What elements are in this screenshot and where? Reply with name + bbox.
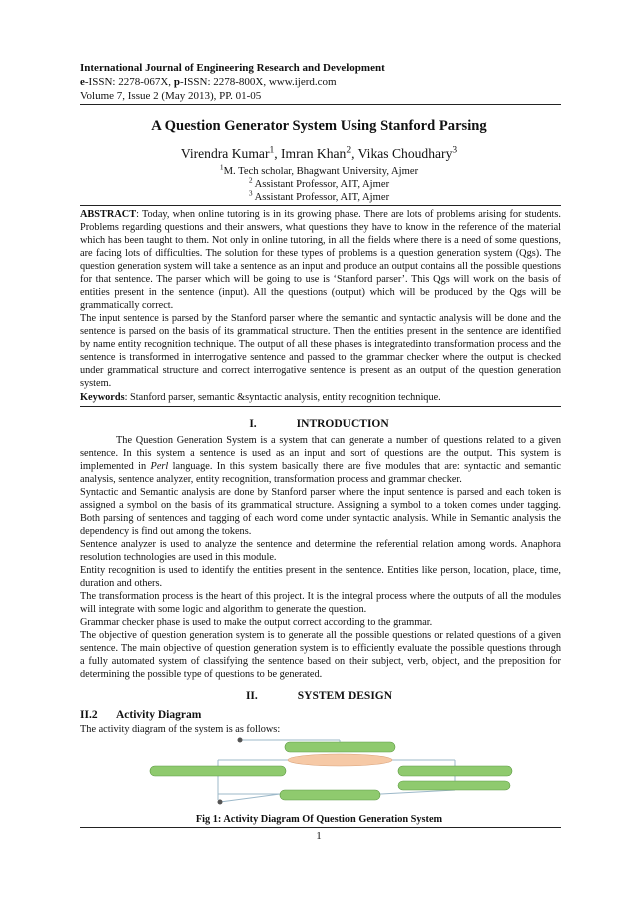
journal-volume: Volume 7, Issue 2 (May 2013), PP. 01-05 <box>80 90 262 102</box>
diagram-activity-node <box>398 781 510 790</box>
body-paragraph: The transformation process is the heart of this project. It is the integral process where the outputs of all the modules will integrate with some logic and algorithm to generate the question. <box>80 591 561 616</box>
paper-title: A Question Generator System Using Stanford Parsing <box>151 118 487 134</box>
diagram-activity-node <box>280 790 380 800</box>
diagram-activity-node <box>150 766 286 776</box>
section-heading-system-design: II. SYSTEM DESIGN <box>245 690 393 702</box>
affiliation: $^1$M. Tech scholar, Bhagwant University, Ajmer <box>219 162 419 177</box>
abstract-paragraph: The input sentence is parsed by the Stanford parser where the semantic and syntactic analysis will be done and the sentence is parsed on the basis of its grammatical structure. Then the entities present in the sentence are identified by name entity recognition technique. The output of all these phases is integratedinto transformation process and the sentence is transformed in interrogative sentence and passed to the grammar checker where the output is checked under grammatical structure and correct interrogative sentence is present as an output of the question generation system. <box>80 313 561 390</box>
abstract-paragraph: ABSTRACT: Today, when online tutoring is in its growing phase. There are lots of problems arising for students. Problems regarding questions and their answers, what questions they have to know in the reference of the material which has been taught to them. Not only in online tutoring, in all the fields where there is a need of some questions, are facing lots of difficulties. The solution for these types of problems is a question generation system (Qgs). The question generation system will take a sentence as an input and produce an output contains all the possible questions for that sentence. The parser which will be going to use is ‘Stanford parser’. This Qgs will work on the basis of entities present in the sentence (input). All the questions (output) which will be produced by the Qgs will be grammatically correct. <box>80 209 561 312</box>
diagram-activity-node <box>398 766 512 776</box>
body-paragraph: Grammar checker phase is used to make the output correct according to the grammar. <box>80 617 433 628</box>
diagram-connector <box>220 794 280 802</box>
affiliation: $^3$ Assistant Professor, AIT, Ajmer <box>248 188 390 203</box>
diagram-end-node <box>218 800 223 805</box>
diagram-decision-node <box>288 754 392 766</box>
journal-name: International Journal of Engineering Research and Development <box>80 62 385 74</box>
body-paragraph: The Question Generation System is a system that can generate a number of questions related to a given sentence. In this system a sentence is used as an input and sort of questions are the output. This system is implemented in Perl language. In this system basically there are five modules that are: syntactic and semantic analysis, sentence analyzer, entity recognition, transformation process and grammar checker. <box>80 435 561 486</box>
section-heading-introduction: I. INTRODUCTION <box>249 418 389 430</box>
page-number: 1 <box>316 830 322 842</box>
activity-diagram <box>80 736 561 808</box>
body-paragraph: The activity diagram of the system is as follows: <box>80 724 281 735</box>
author-list: Virendra Kumar$^1$, Imran Khan$^2$, Vikas Choudhary$^3$ <box>180 145 458 161</box>
header-rule <box>80 104 561 105</box>
diagram-start-node <box>238 738 243 743</box>
author-name: Vikas Choudhary <box>357 146 453 161</box>
author-name: Virendra Kumar <box>180 146 270 161</box>
author-name: Imran Khan <box>281 146 347 161</box>
diagram-nodes <box>150 738 512 805</box>
body-paragraph: Syntactic and Semantic analysis are done by Stanford parser where the input sentence is parsed and each token is assigned a symbol on the basis of its grammatical structure. Assigning a symbol to a token comes under tagging. Both parsing of sentences and tagging of each word come under syntactic analysis. While in Semantic analysis the dependency is find out among the tokens. <box>80 487 561 538</box>
diagram-activity-node <box>285 742 395 752</box>
subsection-heading: II.2 Activity Diagram <box>80 709 202 721</box>
journal-issn: e-ISSN: 2278-067X, p-ISSN: 2278-800X, www.ijerd.com <box>80 76 337 88</box>
footer-rule <box>80 827 561 828</box>
figure-caption: Fig 1: Activity Diagram Of Question Generation System <box>195 814 443 825</box>
body-paragraph: Entity recognition is used to identify the entities present in the sentence. Entities like person, location, place, time, duration and others. <box>80 565 561 590</box>
diagram-connector <box>380 790 455 794</box>
body-paragraph: The objective of question generation system is to generate all the possible questions or related questions of a given sentence. The main objective of question generation system is to efficiently evaluate the possible questions through a fully automated system of classifying the sentence based on their subject, verb, object, and the preposition for determining the possible type of questions to be generated. <box>80 630 561 681</box>
keywords: Keywords: Stanford parser, semantic &syntactic analysis, entity recognition technique. <box>80 392 441 403</box>
keywords-rule <box>80 406 561 407</box>
abstract-top-rule <box>80 205 561 206</box>
affiliation: $^2$ Assistant Professor, AIT, Ajmer <box>248 175 390 190</box>
body-paragraph: Sentence analyzer is used to analyze the sentence and determine the referential relation among words. Anaphora resolution technologies are used in this module. <box>80 539 561 564</box>
